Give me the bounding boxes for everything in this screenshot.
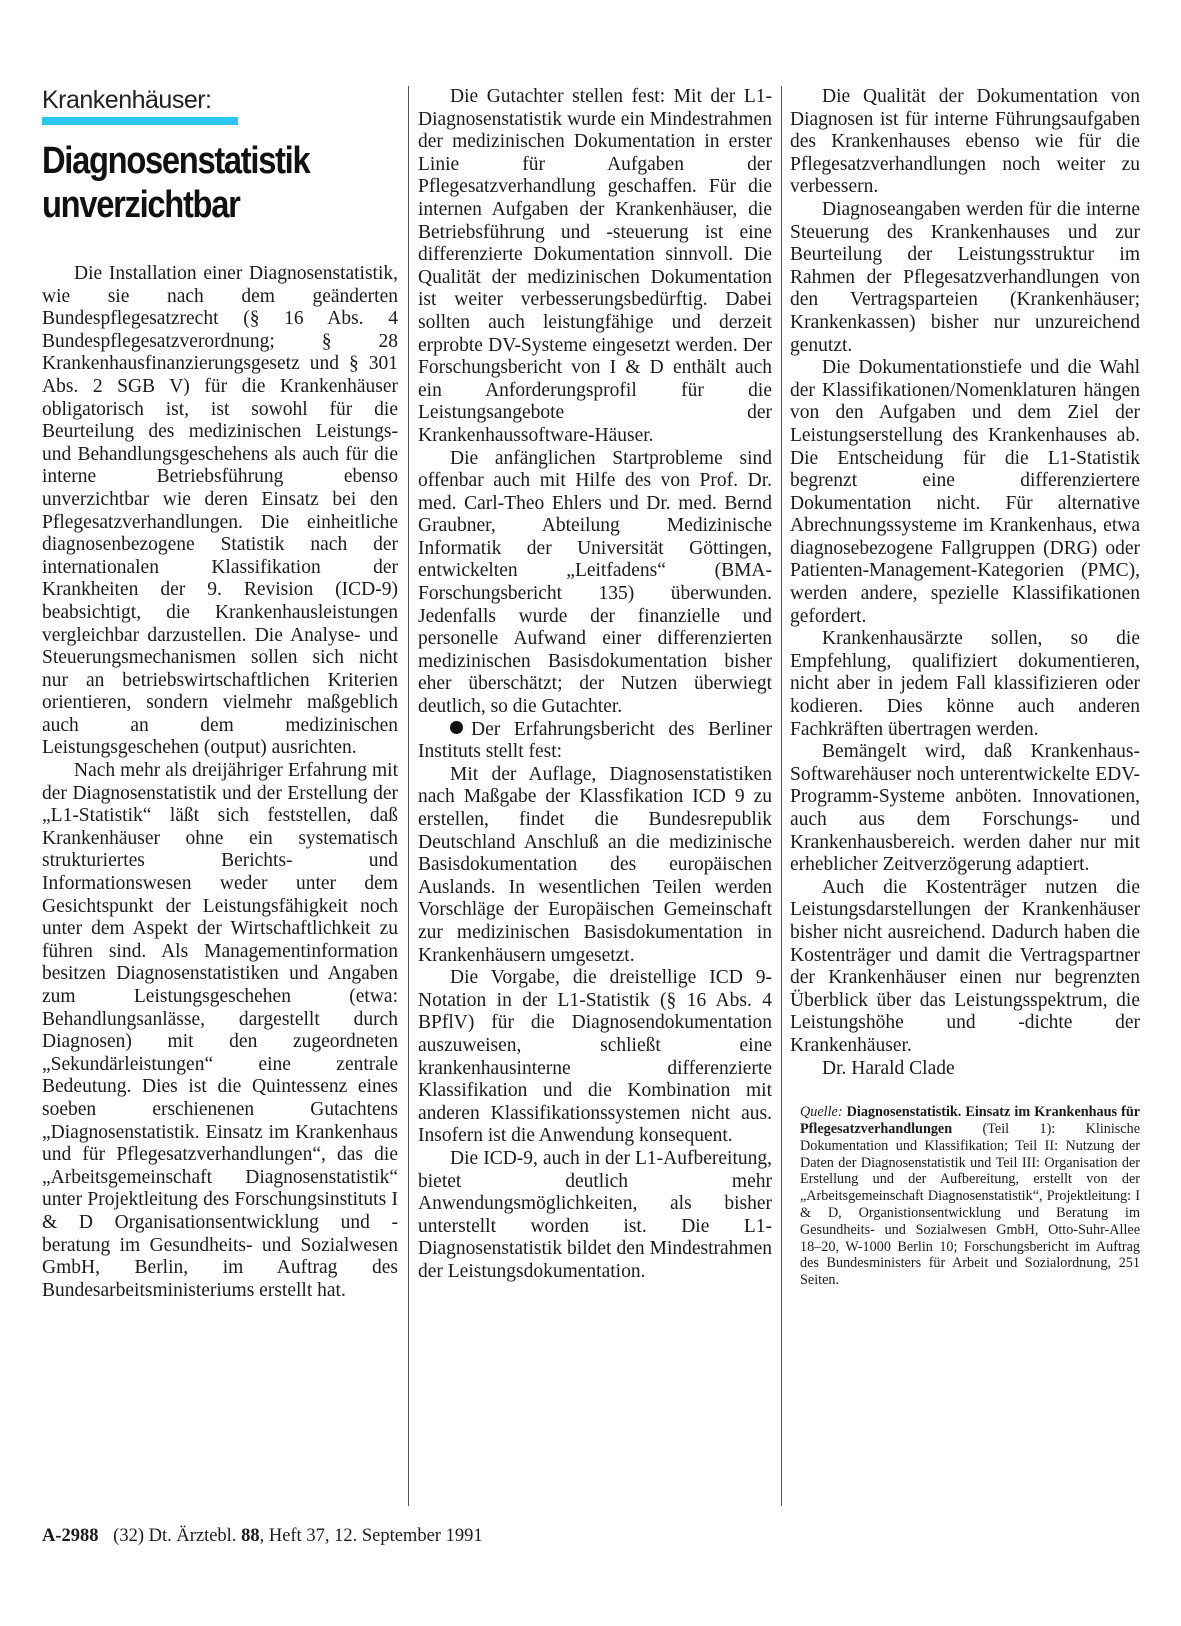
bullet-icon xyxy=(450,721,463,734)
page-footer xyxy=(42,1526,483,1547)
source-title: Diagnosenstatistik. Einsatz im Krankenhaus für Pflegesatzverhandlungen xyxy=(800,1104,1141,1137)
paragraph: Die Dokumentationstiefe und die Wahl der Klassifikationen/Nomenklaturen hängen von den Aufgaben und dem Ziel der Leistungserstellung des Krankenhauses ab. Die Entscheidung für die L1-Statistik begrenzt eine differenziertere Dokumentation nicht. Für alternative Abrechnungssysteme im Krankenhaus, etwa diagnosebezogene Fallgruppen (DRG) oder Patienten-Management-Kategorien (PMC), werden andere, spezielle Klassifikationen gefordert. xyxy=(790,357,1140,627)
kicker-underline-bar xyxy=(42,117,238,125)
headline xyxy=(42,139,403,227)
paragraph: Mit der Auflage, Diagnosenstatistiken nach Maßgabe der Klassfikation ICD 9 zu erstellen, findet die Bundesrepublik Deutschland Anschluß an die medizinische Basisdokumentation des europäischen Auslands. In wesentlichen Teilen werden Vorschläge der Europäischen Gemeinschaft zur medizinischen Basisdokumentation in Krankenhäusern umgesetzt. xyxy=(418,763,772,966)
paragraph: Die anfänglichen Startprobleme sind offenbar auch mit Hilfe des von Prof. Dr. med. Carl-Theo Ehlers und Dr. med. Bernd Graubner, Abteilung Medizinische Informatik der Universität Göttingen, entwickelten „Leitfadens“ (BMA-Forschungsbericht 135) überwunden. Jedenfalls wurde der finanzielle und personelle Aufwand einer differenzierten medizinischen Basisdokumentation bisher eher überschätzt; der Nutzen überwiegt deutlich, so die Gutachter. xyxy=(418,447,772,718)
author-signature: Dr. Harald Clade xyxy=(822,1057,955,1079)
journal-issue: , Heft 37, 12. September 1991 xyxy=(259,1526,483,1546)
source-note xyxy=(800,1104,1140,1289)
headline-line-1: Diagnosenstatistik xyxy=(42,140,310,182)
column-rule-1 xyxy=(408,86,409,1506)
column-rule-2 xyxy=(781,86,782,1506)
column-3 xyxy=(790,86,1140,1289)
bullet-paragraph xyxy=(418,719,772,764)
paragraph: Diagnoseangaben werden für die interne Steuerung des Krankenhauses und zur Beurteilung der Leistungsstruktur im Rahmen der Pflegesatzverhandlungen von den Vertragsparteien (Krankenhäuser; Krankenkassen) bisher nur unzureichend genutzt. xyxy=(790,198,1140,356)
paragraph: Die ICD-9, auch in der L1-Aufbereitung, bietet deutlich mehr Anwendungsmöglichkeiten, als bisher unterstellt worden ist. Die L1-Diagnosenstatistik bildet den Mindestrahmen der Leistungsdokumentation. xyxy=(418,1147,772,1282)
headline-spacer xyxy=(42,227,398,263)
paragraph: Bemängelt wird, daß Krankenhaus-Softwarehäuser noch unterentwickelte EDV-Programm-Systeme anböten. Innovationen, auch aus dem Forschungs- und Krankenhausbereich. werden daher nur mit erheblicher Zeitverzögerung adaptiert. xyxy=(790,741,1140,876)
paragraph: Die Vorgabe, die dreistellige ICD 9-Notation in der L1-Statistik (§ 16 Abs. 4 BPflV) für die Diagnosendokumentation auszuweisen, schließt eine krankenhausinterne differenzierte Klassifikation und die Kombination mit anderen Klassifikationssystemen nicht aus. Insofern ist die Anwendung konsequent. xyxy=(418,967,772,1147)
paragraph: Die Installation einer Diagnosenstatistik, wie sie nach dem geänderten Bundespflegesatzrecht (§ 16 Abs. 4 Bundespflegesatzverordnung; § 28 Krankenhausfinanzierungsgesetz und § 301 Abs. 2 SGB V) für die Krankenhäuser obligatorisch ist, ist sowohl für die Beurteilung des medizinischen Leistungs- und Behandlungsgeschehens als auch für die interne Betriebsführung ebenso unverzichtbar wie deren Einsatz bei den Pflegesatzverhandlungen. Die einheitliche diagnosenbezogene Statistik nach der internationalen Klassifikation der Krankheiten der 9. Revision (ICD-9) beabsichtigt, die Krankenhausleistungen vergleichbar darzustellen. Die Analyse- und Steuerungsmechanismen sollen sich nicht nur an betriebswirtschaftlichen Kriterien orientieren, sondern vielmehr maßgeblich auch an dem medizinischen Leistungsgeschehen (output) ausrichten. xyxy=(42,263,398,759)
column-1 xyxy=(42,86,398,1302)
source-label: Quelle: xyxy=(800,1104,843,1121)
column-2 xyxy=(418,86,772,1283)
kicker: Krankenhäuser: xyxy=(42,86,212,114)
page-number: A-2988 xyxy=(42,1526,99,1546)
headline-line-2: unverzichtbar xyxy=(42,184,240,226)
paragraph: Die Gutachter stellen fest: Mit der L1-Diagnosenstatistik wurde ein Mindestrahmen der medizinischen Dokumentation in erster Linie für Aufgaben der Pflegesatzverhandlung geschaffen. Für die internen Aufgaben der Krankenhäuser, die Betriebsführung und -steuerung ist eine differenzierte Dokumentation sinnvoll. Die Qualität der medizinischen Dokumentation ist weiter verbesserungsbedürftig. Dabei sollten auch leistungfähige und derzeit erprobte DV-Systeme eingesetzt werden. Der Forschungsbericht von I & D enthält auch ein Anforderungsprofil für die Leistungsangebote der Krankenhaussoftware-Häuser. xyxy=(418,86,772,446)
journal-citation: (32) Dt. Ärztebl. xyxy=(113,1526,237,1546)
paragraph: Krankenhausärzte sollen, so die Empfehlung, qualifiziert dokumentieren, nicht aber in jedem Fall klassifizieren oder kodieren. Dies könne auch anderen Fachkräften übertragen werden. xyxy=(790,628,1140,740)
paragraph: Auch die Kostenträger nutzen die Leistungsdarstellungen der Krankenhäuser bisher nicht ausreichend. Dadurch haben die Kostenträger und damit die Vertragspartner der Krankenhäuser einen nur begrenzten Überblick über das Leistungsspektrum, die Leistungshöhe und -dichte der Krankenhäuser. xyxy=(790,876,1140,1056)
journal-volume: 88 xyxy=(241,1526,260,1546)
paragraph: Nach mehr als dreijähriger Erfahrung mit der Diagnosenstatistik und der Erstellung der „L1-Statistik“ läßt sich feststellen, daß Krankenhäuser ohne ein systematisch strukturiertes Berichts- und Informationswesen weder unter dem Gesichtspunkt der Leistungsfähigkeit noch unter dem Aspekt der Wirtschaftlichkeit zu führen sind. Als Managementinformation besitzen Diagnosenstatistiken und Angaben zum Leistungsgeschehen (etwa: Behandlungsanlässe, dargestellt durch Diagnosen) mit den zugeordneten „Sekundärleistungen“ eine zentrale Bedeutung. Dies ist die Quintessenz eines soeben erschienenen Gutachtens „Diagnosenstatistik. Einsatz im Krankenhaus und für Pflegesatzverhandlungen“, das die „Arbeitsgemeinschaft Diagnosenstatistik“ unter Projektleitung des Forschungsinstituts I & D Organisationsentwicklung und -beratung im Gesundheits- und Sozialwesen GmbH, Berlin, im Auftrag des Bundesarbeitsministeriums erstellt hat. xyxy=(42,760,398,1301)
source-text: (Teil 1): Klinische Dokumentation und Klassifikation; Teil II: Nutzung der Daten der Diagnosenstatistik und Teil III: Organisation der Erstellung und der Aufbereitung, erstellt von der „Arbeitsgemeinschaft Diagnosenstatistik“, Projektleitung: I & D, Organistionsentwicklung und Beratung im Gesundheits- und Sozialwesen GmbH, Otto-Suhr-Allee 18–20, W-1000 Berlin 10; Forschungsbericht im Auftrag des Bundesministers für Arbeit und Sozialordnung, 251 Seiten. xyxy=(800,1120,1141,1289)
bullet-text: Der Erfahrungsbericht des Berliner Instituts stellt fest: xyxy=(418,718,772,763)
paragraph: Die Qualität der Dokumentation von Diagnosen ist für interne Führungsaufgaben des Krankenhauses ebenso wie für die Pflegesatzverhandlungen noch weiter zu verbessern. xyxy=(790,86,1140,198)
